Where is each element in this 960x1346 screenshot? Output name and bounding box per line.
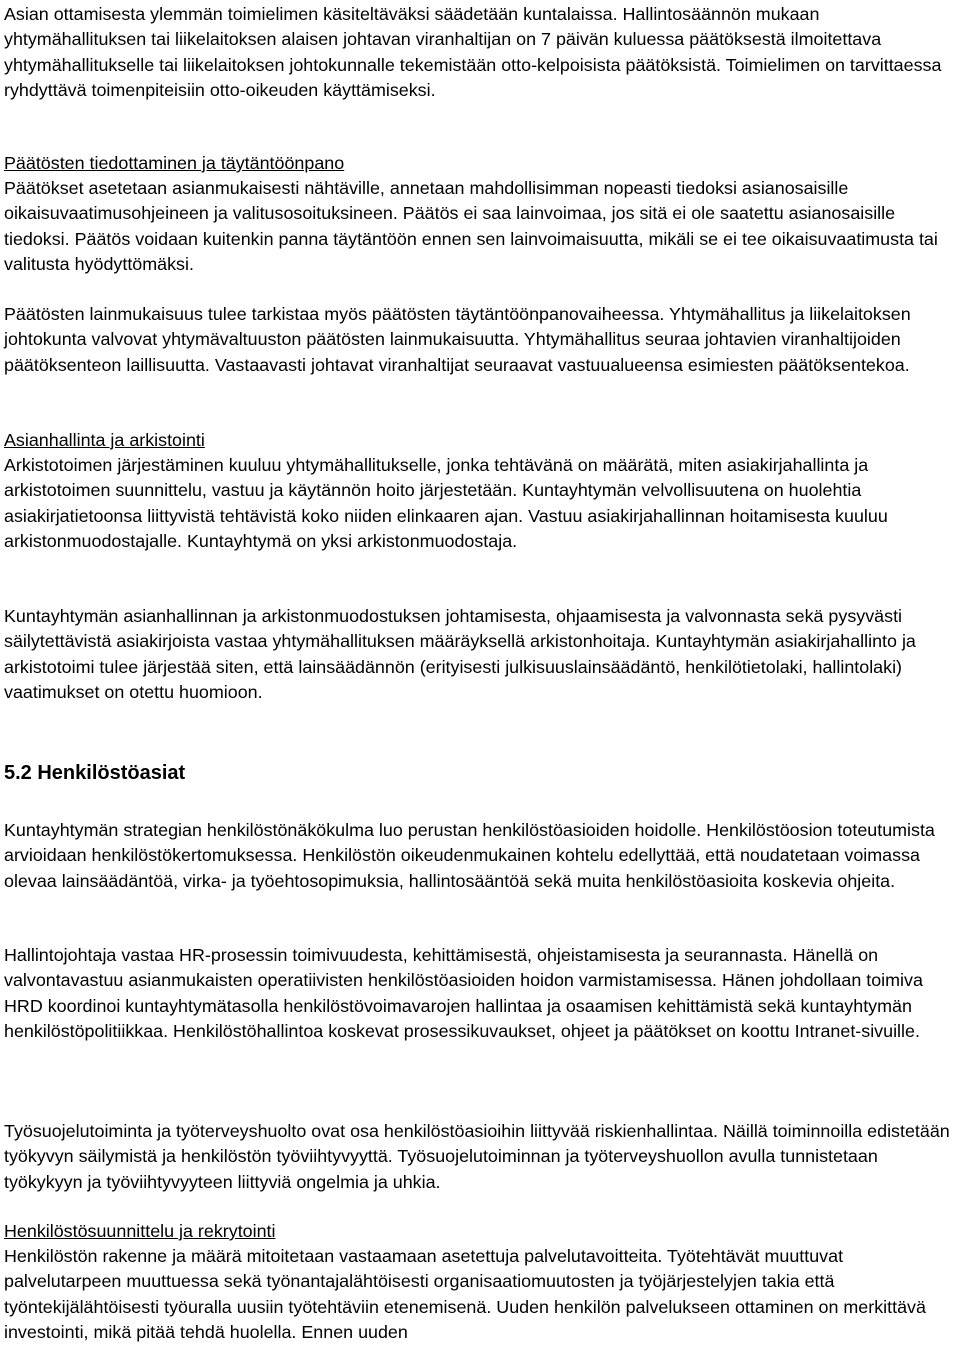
section-title-henkilostoasiat: 5.2 Henkilöstöasiat bbox=[4, 762, 186, 784]
paragraph-arkistonhoitaja: Kuntayhtymän asianhallinnan ja arkistonmuodostuksen johtamisesta, ohjaamisesta ja valvonnasta sekä pysyvästi säilytettävistä asiakirjoista vastaa yhtymähallituksen määräyksellä arkistonhoitaja. Kuntayhtymän asiakirjahallinto ja arkistotoimi tulee järjestää siten, että lainsäädännön (erityisesti julkisuuslainsäädäntö, henkilötietolaki, hallintolaki) vaatimukset on otettu huomioon. bbox=[4, 606, 916, 702]
paragraph-tiedottaminen: Päätökset asetetaan asianmukaisesti nähtäville, annetaan mahdollisimman nopeasti tiedoksi asianosaisille oikaisuvaatimusohjeineen ja valitusosoituksineen. Päätös ei saa lainvoimaa, jos sitä ei ole saatettu asianosaisille tiedoksi. Päätös voidaan kuitenkin panna täytäntöön ennen sen lainvoimaisuutta, mikäli se ei tee oikaisuvaatimusta tai valitusta hyödyttömäksi. bbox=[4, 178, 938, 274]
paragraph-strategia: Kuntayhtymän strategian henkilöstönäkökulma luo perustan henkilöstöasioiden hoidolle. Henkilöstöosion toteutumista arvioidaan henkilöstökertomuksessa. Henkilöstön oikeudenmukainen kohtelu edellyttää, että noudatetaan voimassa olevaa lainsäädäntöä, virka- ja työehtosopimuksia, hallintosääntöä sekä muita henkilöstöasioita koskevia ohjeita. bbox=[4, 820, 935, 891]
paragraph-otto-oikeus: Asian ottamisesta ylemmän toimielimen käsiteltäväksi säädetään kuntalaissa. Hallintosäännön mukaan yhtymähallituksen tai liikelaitoksen alaisen johtavan viranhaltijan on 7 päivän kuluessa päätöksestä ilmoitettava yhtymähallitukselle tai liikelaitoksen johtokunnalle tekemistään otto-kelpoisista päätöksistä. Toimielimen on tarvittaessa ryhdyttävä toimenpiteisiin otto-oikeuden käyttämiseksi. bbox=[4, 4, 942, 100]
paragraph-tyosuojelu: Työsuojelutoiminta ja työterveyshuolto ovat osa henkilöstöasioihin liittyvää riskienhallintaa. Näillä toiminnoilla edistetään työkyvyn säilymistä ja henkilöstön työviihtyvyyttä. Työsuojelutoiminnan ja työterveyshuollon avulla tunnistetaan työkykyyn ja työviihtyvyyteen liittyviä ongelmia ja uhkia. bbox=[4, 1121, 950, 1192]
paragraph-arkistotoimi: Arkistotoimen järjestäminen kuuluu yhtymähallitukselle, jonka tehtävänä on määrätä, miten asiakirjahallinta ja arkistotoimen suunnittelu, vastuu ja käytännön hoito järjestetään. Kuntayhtymän velvollisuutena on huolehtia asiakirjatietoonsa liittyvistä tehtävistä koko niiden elinkaaren ajan. Vastuu asiakirjahallinnan hoitamisesta kuuluu arkistonmuodostajalle. Kuntayhtymä on yksi arkistonmuodostaja. bbox=[4, 455, 888, 551]
paragraph-lainmukaisuus: Päätösten lainmukaisuus tulee tarkistaa myös päätösten täytäntöönpanovaiheessa. Yhtymähallitus ja liikelaitoksen johtokunta valvovat yhtymävaltuuston päätösten lainmukaisuutta. Yhtymähallitus seuraa johtavien viranhaltijoiden päätöksenteon laillisuutta. Vastaavasti johtavat viranhaltijat seuraavat vastuualueensa esimiesten päätöksentekoa. bbox=[4, 304, 911, 375]
heading-henkilostosuunnittelu: Henkilöstösuunnittelu ja rekrytointi bbox=[4, 1221, 276, 1241]
paragraph-hallintojohtaja: Hallintojohtaja vastaa HR-prosessin toimivuudesta, kehittämisestä, ohjeistamisesta ja seurannasta. Hänellä on valvontavastuu asianmukaisten operatiivisten henkilöstöasioiden hoidon varmistamisessa. Hänen johdollaan toimiva HRD koordinoi kuntayhtymätasolla henkilöstövoimavarojen hallintaa ja osaamisen kehittämistä sekä kuntayhtymän henkilöstöpolitiikkaa. Henkilöstöhallintoa koskevat prosessikuvaukset, ohjeet ja päätökset on koottu Intranet-sivuille. bbox=[4, 945, 923, 1041]
heading-asianhallinta: Asianhallinta ja arkistointi bbox=[4, 430, 205, 450]
heading-paatosten-tiedottaminen: Päätösten tiedottaminen ja täytäntöönpano bbox=[4, 153, 345, 173]
paragraph-rekrytointi: Henkilöstön rakenne ja määrä mitoitetaan vastaamaan asetettuja palvelutavoitteita. Työtehtävät muuttuvat palvelutarpeen muuttuessa sekä työnantajalähtöisesti organisaatiomuutosten ja työjärjestelyjen takia että työntekijälähtöisesti työuralla uusiin työtehtäviin etenemisenä. Uuden henkilön palvelukseen ottaminen on merkittävä investointi, mikä pitää tehdä huolella. Ennen uuden bbox=[4, 1246, 926, 1342]
